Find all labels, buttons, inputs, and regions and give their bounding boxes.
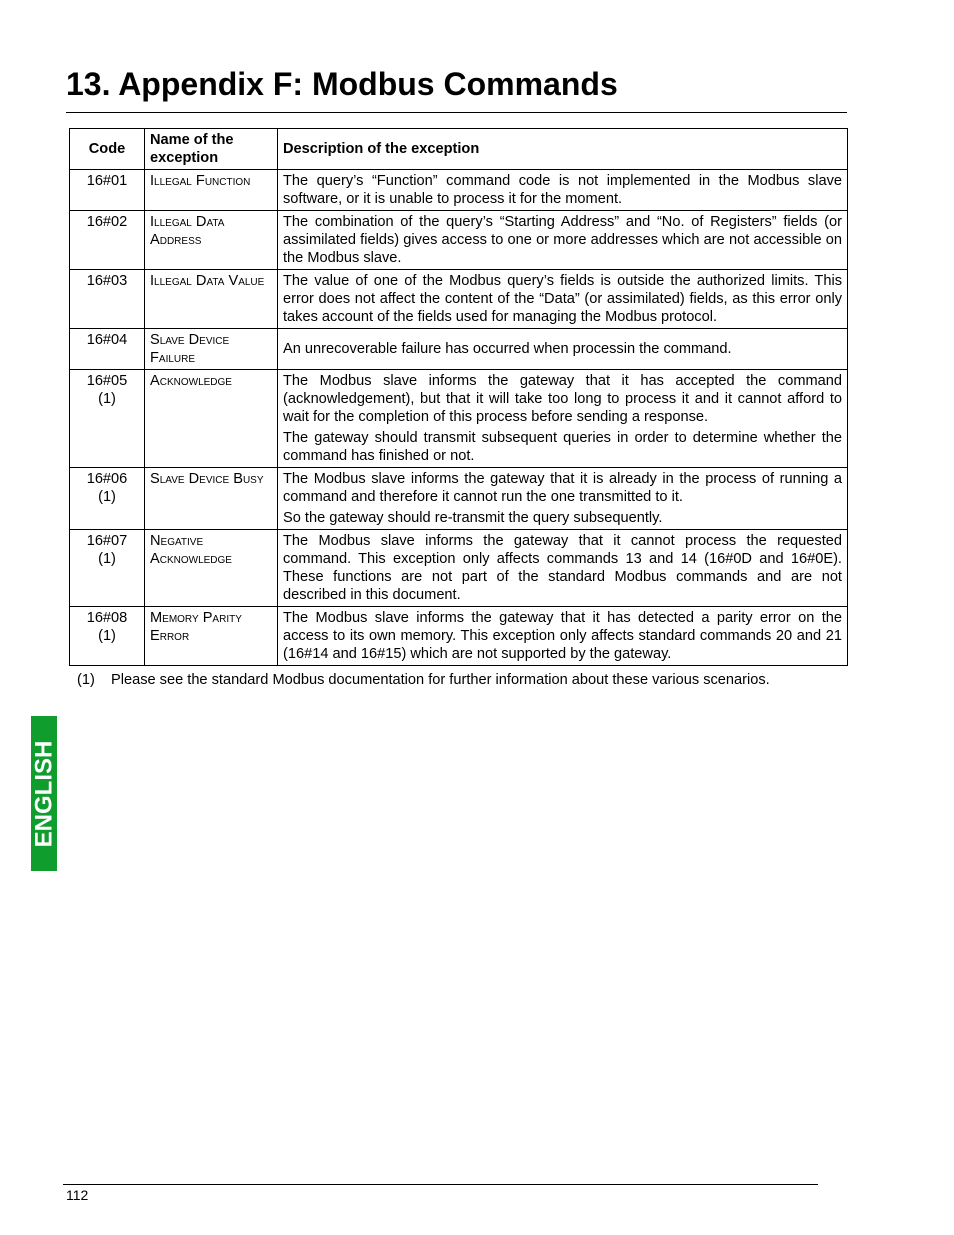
exception-code-cell [70,270,145,329]
language-tab [31,716,57,871]
language-tab-label: ENGLISH [30,740,57,847]
exception-code: 16#04 [86,332,128,348]
exception-name: Illegal Data Value [145,270,278,329]
description-paragraph: The gateway should transmit subsequent queries in order to determine whether the command has finished or not. [283,430,842,464]
exception-code: 16#06 [86,471,128,487]
exception-description [278,270,848,329]
exception-code-cell [70,211,145,270]
exception-description [278,211,848,270]
exception-name: Negative Acknowledge [145,530,278,607]
exceptions-table [69,128,848,666]
table-row [70,607,848,666]
exception-description [278,370,848,468]
exception-name: Memory Parity Error [145,607,278,666]
description-paragraph: An unrecoverable failure has occurred when processin the command. [283,341,732,357]
table-row [70,468,848,530]
exception-description [278,170,848,211]
exception-code: 16#05 [86,373,128,389]
footer-divider [63,1184,818,1185]
exception-description [278,607,848,666]
description-paragraph: The query’s “Function” command code is not implemented in the Modbus slave software, or it is unable to process it for the moment. [283,173,842,207]
table-row [70,211,848,270]
exception-name: Illegal Function [145,170,278,211]
description-paragraph: The Modbus slave informs the gateway that it cannot process the requested command. This exception only affects commands 13 and 14 (16#0D and 16#0E). These functions are not part of the standard Modbus commands and are not described in this document. [283,533,842,603]
title-divider [66,112,847,113]
footnote-text: Please see the standard Modbus documentation for further information about these various scenarios. [111,672,770,688]
description-paragraph: The Modbus slave informs the gateway that it has detected a parity error on the access to its own memory. This exception only affects standard commands 20 and 21 (16#14 and 16#15) which are not supported by the gateway. [283,610,842,662]
page-number: 112 [66,1187,89,1203]
exception-code-cell [70,370,145,468]
table-row [70,270,848,329]
exception-note-ref: (1) [98,391,116,407]
description-paragraph: So the gateway should re-transmit the query subsequently. [283,510,663,526]
exception-code-cell [70,329,145,370]
exception-name: Slave Device Busy [145,468,278,530]
header-name: Name of the exception [145,129,278,170]
exception-description [278,530,848,607]
exception-note-ref: (1) [98,628,116,644]
exception-name: Illegal Data Address [145,211,278,270]
exception-code: 16#03 [86,273,128,289]
table-row [70,530,848,607]
exception-note-ref: (1) [98,489,116,505]
footnote-mark: (1) [77,672,95,688]
exception-code-cell [70,170,145,211]
exception-code: 16#07 [86,533,128,549]
description-paragraph: The value of one of the Modbus query’s fields is outside the authorized limits. This error does not affect the content of the “Data” (or assimilated) fields, as this error only takes account of the fields used for managing the Modbus protocol. [283,273,842,325]
description-paragraph: The Modbus slave informs the gateway that it is already in the process of running a command and therefore it cannot run the one transmitted to it. [283,471,842,505]
description-paragraph: The Modbus slave informs the gateway that it has accepted the command (acknowledgement), but that it will take too long to process it and it cannot afford to wait for the completion of this process before sending a response. [283,373,842,425]
exception-name: Slave Device Failure [145,329,278,370]
table-row [70,370,848,468]
footnote [77,671,770,689]
header-description: Description of the exception [278,129,848,170]
exception-code-cell [70,607,145,666]
exception-name: Acknowledge [145,370,278,468]
exception-code: 16#02 [86,214,128,230]
description-paragraph: The combination of the query’s “Starting Address” and “No. of Registers” fields (or assimilated fields) gives access to one or more addresses which are not accessible on the Modbus slave. [283,214,842,266]
table-header-row [70,129,848,170]
exception-code: 16#01 [86,173,128,189]
exception-code: 16#08 [86,610,128,626]
table-row [70,329,848,370]
table-row [70,170,848,211]
exception-description [278,329,848,370]
page-title: 13. Appendix F: Modbus Commands [66,66,618,102]
header-code: Code [70,129,145,170]
exception-code-cell [70,530,145,607]
exception-description [278,468,848,530]
exception-note-ref: (1) [98,551,116,567]
exception-code-cell [70,468,145,530]
table-body [70,170,848,666]
